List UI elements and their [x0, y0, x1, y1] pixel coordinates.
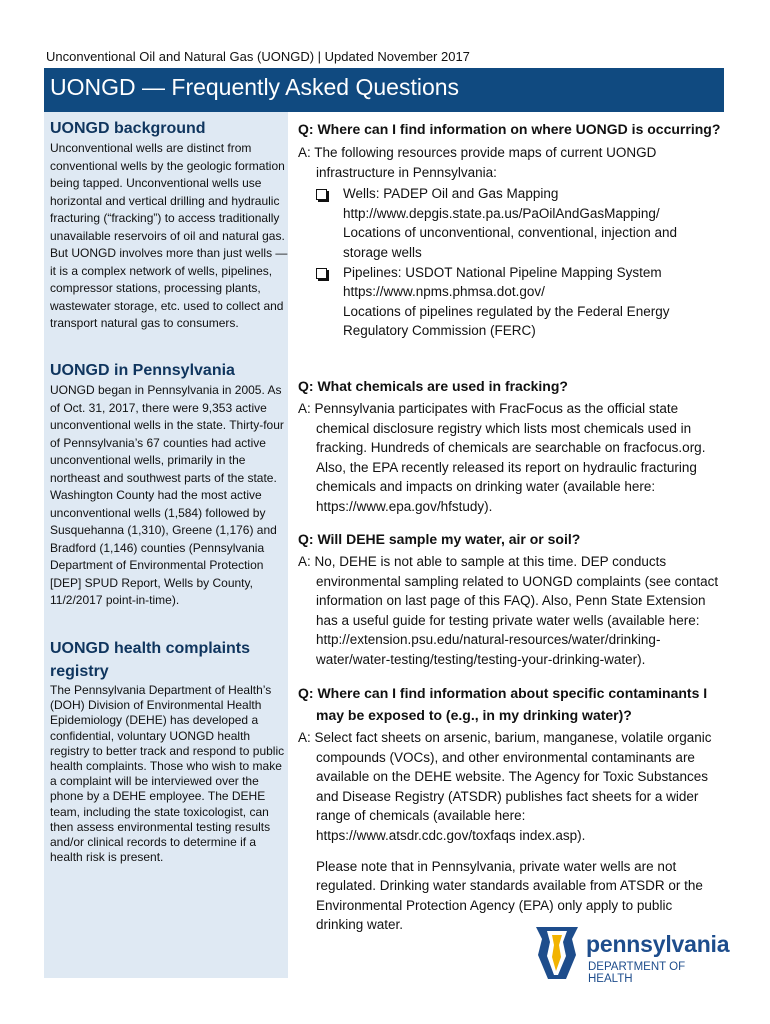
checkbox-bullet-icon — [316, 268, 327, 279]
resource-title: Pipelines: USDOT National Pipeline Mapping System — [343, 264, 662, 280]
faq-answer: A: No, DEHE is not able to sample at this time. DEP conducts environmental sampling related to UONGD complaints (see contact information on last page of this FAQ). Also, Penn State Extension has a useful guide for testing private water wells (available here: http://extension.psu.edu/natural-resources/water/drinking-water/water-testing/testing/testing-your-drinking-water). — [298, 554, 719, 667]
section-heading: UONGD in Pennsylvania — [50, 362, 235, 379]
sidebar — [44, 112, 288, 978]
faq-item-contaminants — [298, 682, 723, 935]
faq-question: Q: Where can I find information on where UONGD is occurring? — [298, 121, 721, 137]
faq-item-chemicals — [298, 375, 723, 517]
faq-answer: A: The following resources provide maps of current UONGD infrastructure in Pennsylvania: — [298, 145, 657, 180]
section-body: The Pennsylvania Department of Health’s (DOH) Division of Environmental Health Epidemiology (DEHE) has developed a confidential, voluntary UONGD health registry to better track and respond to public health complaints. Those who wish to make a complaint will be interviewed over the phone by a DEHE employee. The DEHE team, including the state toxicologist, can then assess environmental testing results and/or clinical records to determine if a health risk is present. — [50, 683, 285, 865]
section-heading: UONGD health complaints registry — [50, 640, 251, 680]
logo-wordmark: pennsylvania — [586, 931, 730, 957]
faq-question: Q: What chemicals are used in fracking? — [298, 378, 568, 394]
faq-question: Q: Where can I find information about specific contaminants I may be exposed to (e.g., in my drinking water)? — [298, 685, 708, 723]
faq-answer: A: Pennsylvania participates with FracFocus as the official state chemical disclosure registry which lists most chemicals used in fracking. Hundreds of chemicals are searchable on fracfocus.org. Also, the EPA recently released its report on hydraulic fracturing chemicals and impacts on drinking water (available here: https://www.epa.gov/hfstudy). — [298, 401, 706, 514]
title-banner — [44, 68, 724, 112]
resource-item-wells — [298, 184, 723, 262]
resource-url[interactable]: http://www.depgis.state.pa.us/PaOilAndGasMapping/ — [343, 205, 660, 221]
logo-subtitle: DEPARTMENT OF HEALTH — [588, 961, 686, 985]
pa-health-logo — [530, 925, 730, 985]
resource-url[interactable]: https://www.npms.phmsa.dot.gov/ — [343, 284, 545, 300]
section-heading: UONGD background — [50, 120, 206, 137]
faq-followup: Please note that in Pennsylvania, private water wells are not regulated. Drinking water standards available from ATSDR or the Environmental Protection Agency (EPA) only apply to public drinking water. — [316, 858, 703, 933]
checkbox-bullet-icon — [316, 189, 327, 200]
section-body: UONGD began in Pennsylvania in 2005. As of Oct. 31, 2017, there were 9,353 active unconventional wells in the state. Thirty-four of Pennsylvania’s 67 counties had active unconventional wells, primarily in the northeast and southwest parts of the state. Washington County had the most active unconventional wells (1,584) followed by Susquehanna (1,310), Greene (1,176) and Bradford (1,146) counties (Pennsylvania Department of Environmental Protection [DEP] SPUD Report, Wells by County, 11/2/2017 point-in-time). — [50, 383, 284, 607]
page-title: UONGD — Frequently Asked Questions — [50, 74, 460, 100]
keystone-logo-icon — [530, 925, 584, 981]
resource-item-pipelines — [298, 263, 723, 341]
sidebar-section-registry — [50, 637, 288, 865]
resource-note: Locations of pipelines regulated by the Federal Energy Regulatory Commission (FERC) — [343, 303, 670, 339]
header-topline: Unconventional Oil and Natural Gas (UONGD) | Updated November 2017 — [46, 49, 470, 64]
resource-note: Locations of unconventional, conventional, injection and storage wells — [343, 225, 677, 260]
section-body: Unconventional wells are distinct from conventional wells by the geologic formation being tapped. Unconventional wells use horizontal and vertical drilling and hydraulic fracturing (“fracking”) to access traditionally unavailable reservoirs of oil and natural gas. But UONGD involves more than just wells — it is a complex network of wells, pipelines, compressor stations, processing plants, wastewater storage, etc. used to collect and transport natural gas to consumers. — [50, 141, 288, 330]
faq-question: Q: Will DEHE sample my water, air or soil? — [298, 531, 581, 547]
sidebar-section-background — [50, 117, 288, 333]
faq-item-sampling — [298, 528, 723, 670]
faq-item-where-uongd — [298, 118, 723, 341]
resource-title: Wells: PADEP Oil and Gas Mapping — [343, 186, 559, 202]
sidebar-section-pennsylvania — [50, 359, 288, 610]
faq-answer: A: Select fact sheets on arsenic, barium, manganese, volatile organic compounds (VOCs), and other environmental contaminants are available on the DEHE website. The Agency for Toxic Substances and Disease Registry (ATSDR) publishes fact sheets for a wider range of chemicals (available here: https://www.atsdr.cdc.gov/toxfaqs index.asp). — [298, 730, 712, 843]
